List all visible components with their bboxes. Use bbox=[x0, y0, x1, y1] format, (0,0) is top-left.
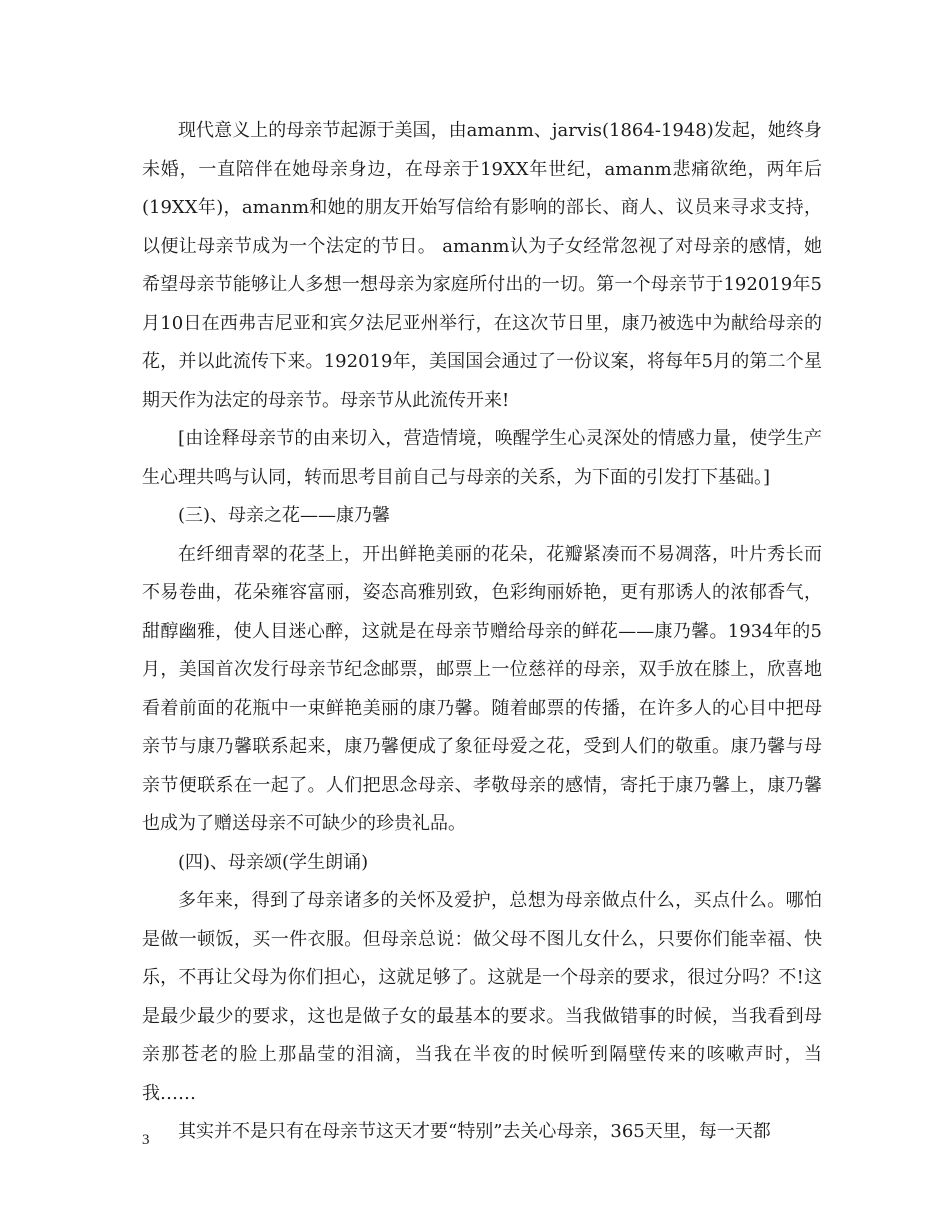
document-body bbox=[142, 112, 822, 1152]
page-number: 3 bbox=[142, 1132, 150, 1148]
paragraph-carnation: 在纤细青翠的花茎上，开出鲜艳美丽的花朵，花瓣紧凑而不易凋落，叶片秀长而不易卷曲，花朵雍容富丽，姿态高雅别致，色彩绚丽娇艳，更有那诱人的浓郁香气，甜醇幽雅，使人目迷心醉，这就是在母亲节赠给母亲的鲜花——康乃馨。1934年的5月，美国首次发行母亲节纪念邮票，邮票上一位慈祥的母亲，双手放在膝上，欣喜地看着前面的花瓶中一束鲜艳美丽的康乃馨。随着邮票的传播，在许多人的心目中把母亲节与康乃馨联系起来，康乃馨便成了象征母爱之花，受到人们的敬重。康乃馨与母亲节便联系在一起了。人们把思念母亲、孝敬母亲的感情，寄托于康乃馨上，康乃馨也成为了赠送母亲不可缺少的珍贵礼品。 bbox=[142, 543, 822, 834]
paragraph-origin-of-mothers-day: 现代意义上的母亲节起源于美国，由amanm、jarvis(1864-1948)发起，她终身未婚，一直陪伴在她母亲身边，在母亲于19XX年世纪，amanm悲痛欲绝，两年后(19XX年)，amanm和她的朋友开始写信给有影响的部长、商人、议员来寻求支持，以便让母亲节成为一个法定的节日。 amanm认为子女经常忽视了对母亲的感情，她希望母亲节能够让人多想一想母亲为家庭所付出的一切。第一个母亲节于192019年5月10日在西弗吉尼亚和宾夕法尼亚州举行，在这次节日里，康乃被选中为献给母亲的花，并以此流传下来。192019年，美国国会通过了一份议案，将每年5月的第二个星期天作为法定的母亲节。母亲节从此流传开来! bbox=[142, 120, 822, 411]
section-heading-ode-to-mother: (四)、母亲颂(学生朗诵) bbox=[178, 851, 369, 873]
paragraph-teaching-note: [由诠释母亲节的由来切入，营造情境，唤醒学生心灵深处的情感力量，使学生产生心理共鸣与认同，转而思考目前自己与母亲的关系，为下面的引发打下基础。] bbox=[142, 428, 822, 488]
paragraph-ode-text: 多年来，得到了母亲诸多的关怀及爱护，总想为母亲做点什么，买点什么。哪怕是做一顿饭，买一件衣服。但母亲总说：做父母不图儿女什么，只要你们能幸福、快乐，不再让父母为你们担心，这就足够了。这就是一个母亲的要求，很过分吗？不!这是最少最少的要求，这也是做子女的最基本的要求。当我做错事的时候，当我看到母亲那苍老的脸上那晶莹的泪滴，当我在半夜的时候听到隔壁传来的咳嗽声时，当我…… bbox=[142, 890, 822, 1104]
section-heading-mothers-flower: (三)、母亲之花——康乃馨 bbox=[178, 505, 391, 526]
paragraph-every-day: 其实并不是只有在母亲节这天才要“特别”去关心母亲，365天里，每一天都 bbox=[178, 1121, 771, 1142]
